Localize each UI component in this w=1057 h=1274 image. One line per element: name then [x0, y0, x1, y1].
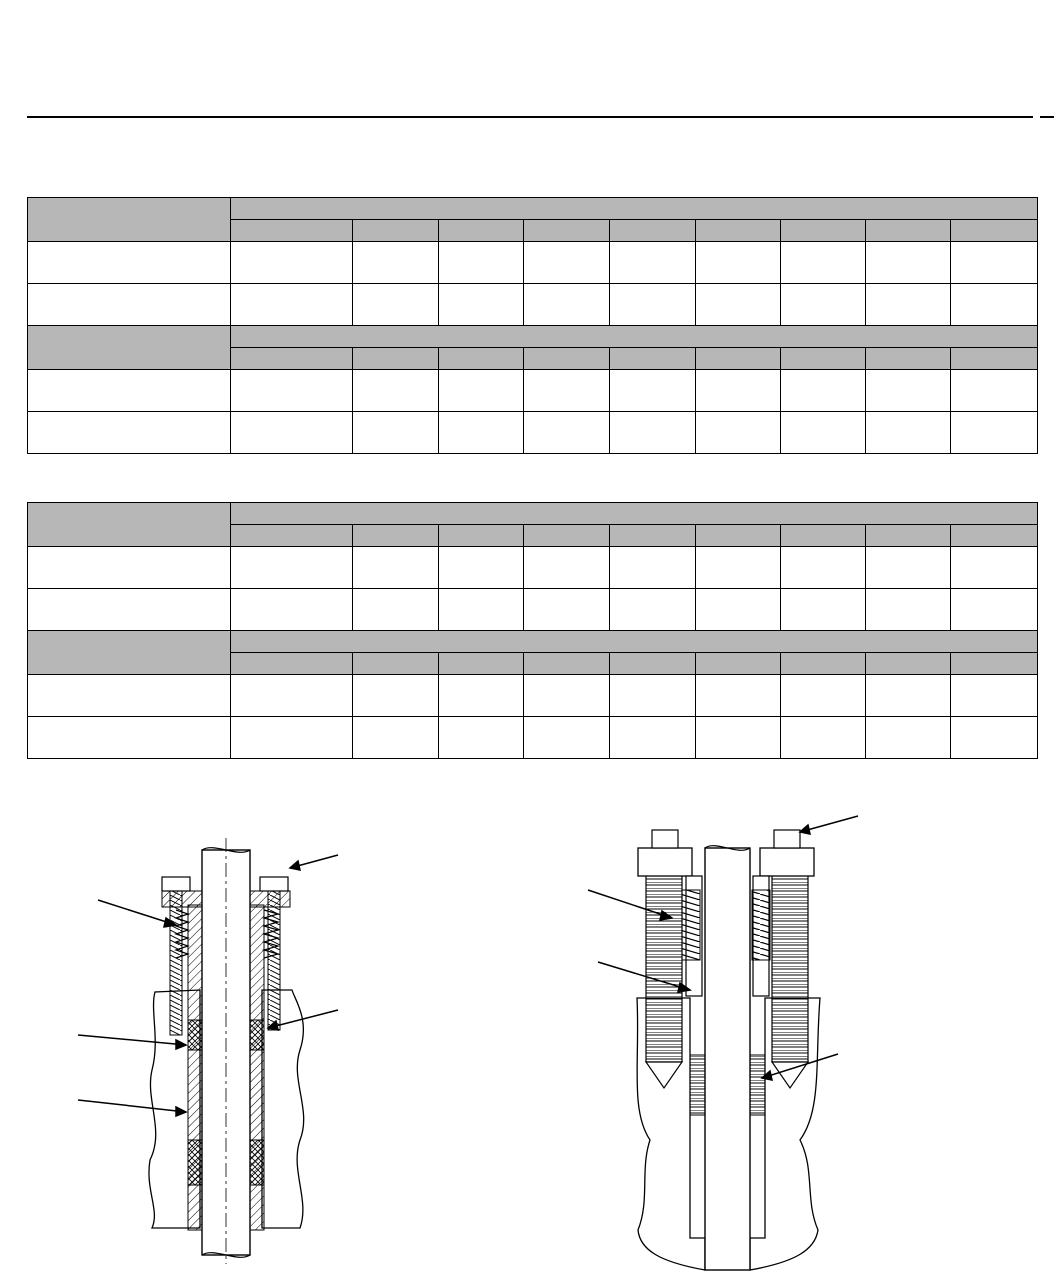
table-cell — [439, 717, 524, 759]
table-cell — [439, 412, 524, 454]
row-label — [28, 675, 231, 717]
table-cell — [696, 717, 781, 759]
row-label — [28, 370, 231, 412]
column-header — [231, 220, 353, 242]
column-header — [951, 653, 1038, 675]
gland-flange-right — [250, 891, 290, 907]
table-cell — [696, 284, 781, 326]
table-cell — [524, 370, 610, 412]
table-cell — [231, 675, 353, 717]
column-header — [610, 653, 696, 675]
table-cell — [866, 242, 951, 284]
right-stud-end — [774, 830, 800, 848]
column-header — [610, 348, 696, 370]
column-header — [231, 348, 353, 370]
row-label — [28, 547, 231, 589]
arrowhead — [800, 825, 810, 834]
table-cell — [524, 242, 610, 284]
column-header — [524, 220, 610, 242]
table-cell — [610, 675, 696, 717]
table-cell — [781, 242, 866, 284]
right-spring-stack — [752, 890, 770, 960]
column-header — [610, 525, 696, 547]
table-cell — [781, 675, 866, 717]
left-stud — [646, 872, 682, 1062]
table-cell — [231, 412, 353, 454]
left-nut — [638, 848, 692, 876]
column-header — [439, 525, 524, 547]
table-cell — [866, 547, 951, 589]
table-cell — [231, 717, 353, 759]
gland-flange-left — [162, 891, 202, 907]
table-cell — [439, 370, 524, 412]
left-spring-stack — [682, 890, 700, 960]
table-cell — [781, 547, 866, 589]
table-cell — [610, 242, 696, 284]
column-header — [231, 653, 353, 675]
table-row — [28, 547, 1038, 589]
table-2-section-1-group — [231, 503, 1038, 525]
row-label — [28, 242, 231, 284]
table-cell — [524, 547, 610, 589]
table-row — [28, 242, 1038, 284]
table-cell — [353, 675, 439, 717]
column-header — [696, 653, 781, 675]
column-header — [524, 525, 610, 547]
left-packing — [690, 1055, 705, 1115]
column-header — [951, 220, 1038, 242]
table-cell — [781, 284, 866, 326]
table-cell — [951, 717, 1038, 759]
table-cell — [353, 370, 439, 412]
column-header — [524, 653, 610, 675]
spec-table-2 — [27, 502, 1038, 759]
table-cell — [610, 589, 696, 631]
table-cell — [866, 675, 951, 717]
table-cell — [696, 675, 781, 717]
column-header — [353, 525, 439, 547]
table-cell — [524, 675, 610, 717]
row-label — [28, 717, 231, 759]
column-header — [781, 525, 866, 547]
table-2-section-2-header — [28, 631, 231, 675]
table-cell — [866, 589, 951, 631]
table-cell — [610, 547, 696, 589]
packing-ring-left-lower — [188, 1140, 202, 1185]
table-cell — [866, 284, 951, 326]
figure-left-gland-assembly — [60, 825, 360, 1270]
table-cell — [610, 370, 696, 412]
table-cell — [696, 547, 781, 589]
table-row — [28, 675, 1038, 717]
left-stud-end — [652, 830, 678, 848]
table-2-section-2-group — [231, 631, 1038, 653]
table-1-section-1-header — [28, 198, 231, 242]
header-rule — [27, 116, 1033, 118]
right-packing — [750, 1055, 765, 1115]
table-cell — [439, 547, 524, 589]
table-cell — [866, 412, 951, 454]
column-header — [951, 525, 1038, 547]
table-cell — [781, 717, 866, 759]
table-cell — [696, 589, 781, 631]
column-header — [524, 348, 610, 370]
table-cell — [696, 370, 781, 412]
table-cell — [866, 717, 951, 759]
table-cell — [231, 284, 353, 326]
column-header — [353, 653, 439, 675]
column-header — [951, 348, 1038, 370]
table-cell — [524, 717, 610, 759]
column-header — [439, 348, 524, 370]
table-1-section-1-group — [231, 198, 1038, 220]
figure-right-gland-assembly — [585, 810, 860, 1274]
column-header — [610, 220, 696, 242]
table-cell — [951, 412, 1038, 454]
table-cell — [610, 412, 696, 454]
column-header — [866, 220, 951, 242]
column-header — [696, 220, 781, 242]
table-cell — [781, 370, 866, 412]
table-cell — [231, 589, 353, 631]
table-cell — [951, 370, 1038, 412]
table-cell — [439, 589, 524, 631]
table-cell — [781, 589, 866, 631]
table-cell — [353, 412, 439, 454]
table-1-section-2-header — [28, 326, 231, 370]
table-cell — [353, 717, 439, 759]
column-header — [781, 653, 866, 675]
left-nut — [162, 877, 190, 891]
table-cell — [353, 589, 439, 631]
table-1-section-2-group — [231, 326, 1038, 348]
table-cell — [610, 284, 696, 326]
packing-ring-right-lower — [250, 1140, 264, 1185]
table-cell — [524, 589, 610, 631]
column-header — [696, 348, 781, 370]
table-cell — [951, 284, 1038, 326]
table-cell — [439, 284, 524, 326]
table-cell — [951, 675, 1038, 717]
table-cell — [866, 370, 951, 412]
table-row — [28, 589, 1038, 631]
column-header — [439, 653, 524, 675]
table-cell — [696, 242, 781, 284]
right-stud — [772, 872, 808, 1062]
right-nut — [260, 877, 288, 891]
column-header — [439, 220, 524, 242]
table-cell — [439, 675, 524, 717]
table-cell — [353, 284, 439, 326]
table-row — [28, 717, 1038, 759]
table-cell — [610, 717, 696, 759]
table-cell — [951, 589, 1038, 631]
header-rule-tick — [1040, 116, 1054, 118]
table-cell — [353, 242, 439, 284]
column-header — [696, 525, 781, 547]
spec-table-1 — [27, 197, 1038, 454]
column-header — [781, 220, 866, 242]
table-cell — [439, 242, 524, 284]
right-nut — [760, 848, 814, 876]
table-cell — [951, 547, 1038, 589]
table-row — [28, 284, 1038, 326]
column-header — [866, 348, 951, 370]
row-label — [28, 589, 231, 631]
table-cell — [353, 547, 439, 589]
column-header — [866, 653, 951, 675]
table-cell — [781, 412, 866, 454]
column-header — [866, 525, 951, 547]
table-cell — [696, 412, 781, 454]
packing-ring-right-upper — [250, 1020, 264, 1050]
table-cell — [951, 242, 1038, 284]
shaft — [705, 848, 750, 1270]
table-cell — [231, 547, 353, 589]
table-row — [28, 370, 1038, 412]
packing-ring-left-upper — [188, 1020, 202, 1050]
column-header — [353, 348, 439, 370]
table-cell — [231, 370, 353, 412]
table-2-section-1-header — [28, 503, 231, 547]
column-header — [353, 220, 439, 242]
table-cell — [231, 242, 353, 284]
arrowhead — [290, 861, 300, 870]
table-cell — [524, 284, 610, 326]
column-header — [231, 525, 353, 547]
table-row — [28, 412, 1038, 454]
table-cell — [524, 412, 610, 454]
row-label — [28, 284, 231, 326]
column-header — [781, 348, 866, 370]
row-label — [28, 412, 231, 454]
